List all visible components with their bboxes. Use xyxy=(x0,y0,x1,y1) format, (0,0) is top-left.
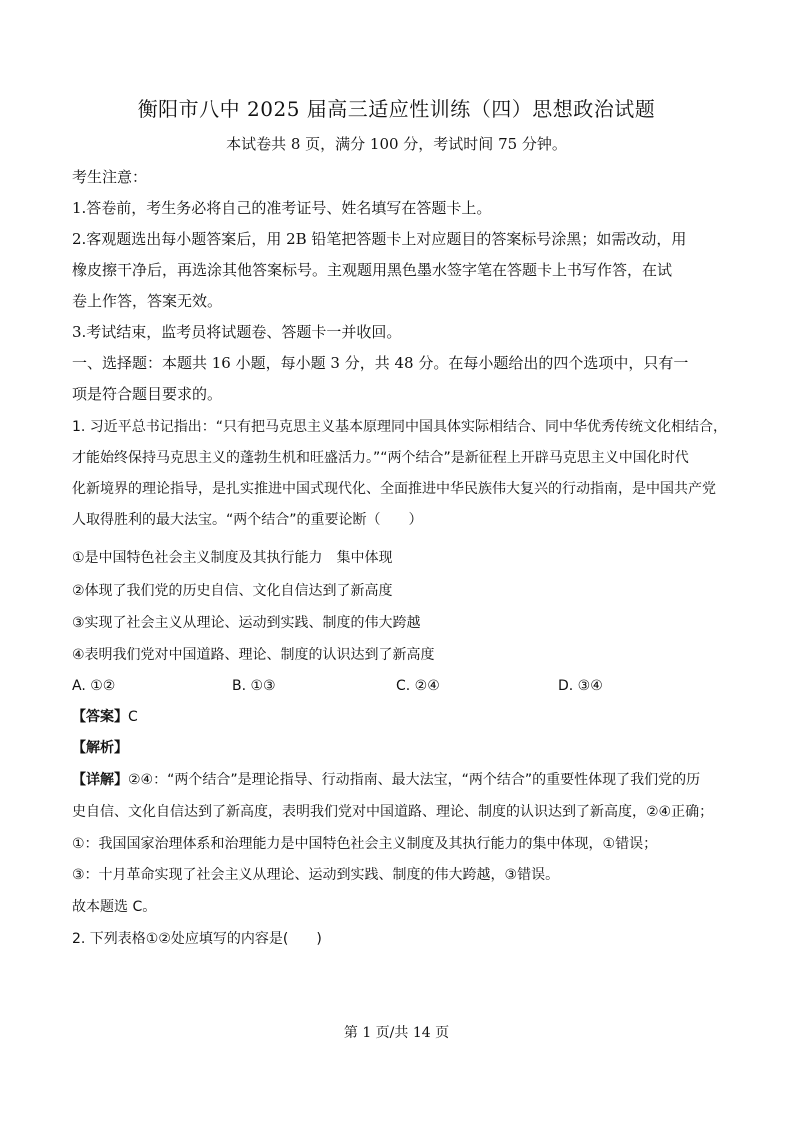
question-stem: 才能始终保持马克思主义的蓬勃生机和旺盛活力。”“两个结合”是新征程上开辟马克思主义中国化时代 xyxy=(72,450,689,466)
option-d: D. ③④ xyxy=(558,678,603,694)
statement-item: ①是中国特色社会主义制度及其执行能力 集中体现 xyxy=(72,550,393,566)
answer-line xyxy=(72,707,727,727)
detail-line xyxy=(72,770,727,790)
question-stem: 人取得胜利的最大法宝。“两个结合”的重要论断（ ） xyxy=(72,512,423,528)
option-c: C. ②④ xyxy=(396,678,440,694)
answer-tag: 【答案】 xyxy=(72,709,128,725)
detail-text: ③：十月革命实现了社会主义从理论、运动到实践、制度的伟大跨越，③错误。 xyxy=(72,867,560,883)
answer-value: C xyxy=(128,709,138,725)
notice-line: 卷上作答，答案无效。 xyxy=(72,292,223,310)
detail-text: 史自信、文化自信达到了新高度，表明我们党对中国道路、理论、制度的认识达到了新高度，②④正确； xyxy=(72,804,714,820)
question-stem: 1. 习近平总书记指出：“只有把马克思主义基本原理同中国具体实际相结合、同中华优秀传统文化相结合， xyxy=(72,419,728,435)
section-heading: 一、选择题：本题共 16 小题，每小题 3 分，共 48 分。在每小题给出的四个选项中，只有一 xyxy=(72,354,689,372)
notice-line: 2.客观题选出每小题答案后，用 2B 铅笔把答题卡上对应题目的答案标号涂黑；如需改动，用 xyxy=(72,230,687,248)
notice-line: 3.考试结束，监考员将试题卷、答题卡一并收回。 xyxy=(72,323,402,341)
option-b: B. ①③ xyxy=(232,678,276,694)
question-stem: 化新境界的理论指导，是扎实推进中国式现代化、全面推进中华民族伟大复兴的行动指南，是中国共产党 xyxy=(72,481,716,497)
notice-line: 橡皮擦干净后，再选涂其他答案标号。主观题用黑色墨水签字笔在答题卡上书写作答，在试 xyxy=(72,261,673,279)
statement-item: ④表明我们党对中国道路、理论、制度的认识达到了新高度 xyxy=(72,647,435,663)
detail-tag: 【详解】 xyxy=(72,772,128,788)
question-stem: 2. 下列表格①②处应填写的内容是( ) xyxy=(72,931,322,947)
document-title: 衡阳市八中 2025 届高三适应性训练（四）思想政治试题 xyxy=(137,97,656,121)
detail-text: ②④：“两个结合”是理论指导、行动指南、最大法宝，“两个结合”的重要性体现了我们党的历 xyxy=(128,772,701,788)
page-number: 第 1 页/共 14 页 xyxy=(343,1025,450,1041)
statement-item: ③实现了社会主义从理论、运动到实践、制度的伟大跨越 xyxy=(72,615,421,631)
section-heading: 项是符合题目要求的。 xyxy=(72,385,223,403)
analysis-tag: 【解析】 xyxy=(72,740,128,756)
exam-info: 本试卷共 8 页，满分 100 分，考试时间 75 分钟。 xyxy=(226,135,567,153)
analysis-line xyxy=(72,738,727,758)
detail-text: ①：我国国家治理体系和治理能力是中国特色社会主义制度及其执行能力的集中体现，①错误； xyxy=(72,836,658,852)
statement-item: ②体现了我们党的历史自信、文化自信达到了新高度 xyxy=(72,583,393,599)
notice-line: 1.答卷前，考生务必将自己的准考证号、姓名填写在答题卡上。 xyxy=(72,199,492,217)
detail-conclusion: 故本题选 C。 xyxy=(72,899,157,915)
option-a: A. ①② xyxy=(72,678,116,694)
notice-heading: 考生注意： xyxy=(72,168,148,186)
